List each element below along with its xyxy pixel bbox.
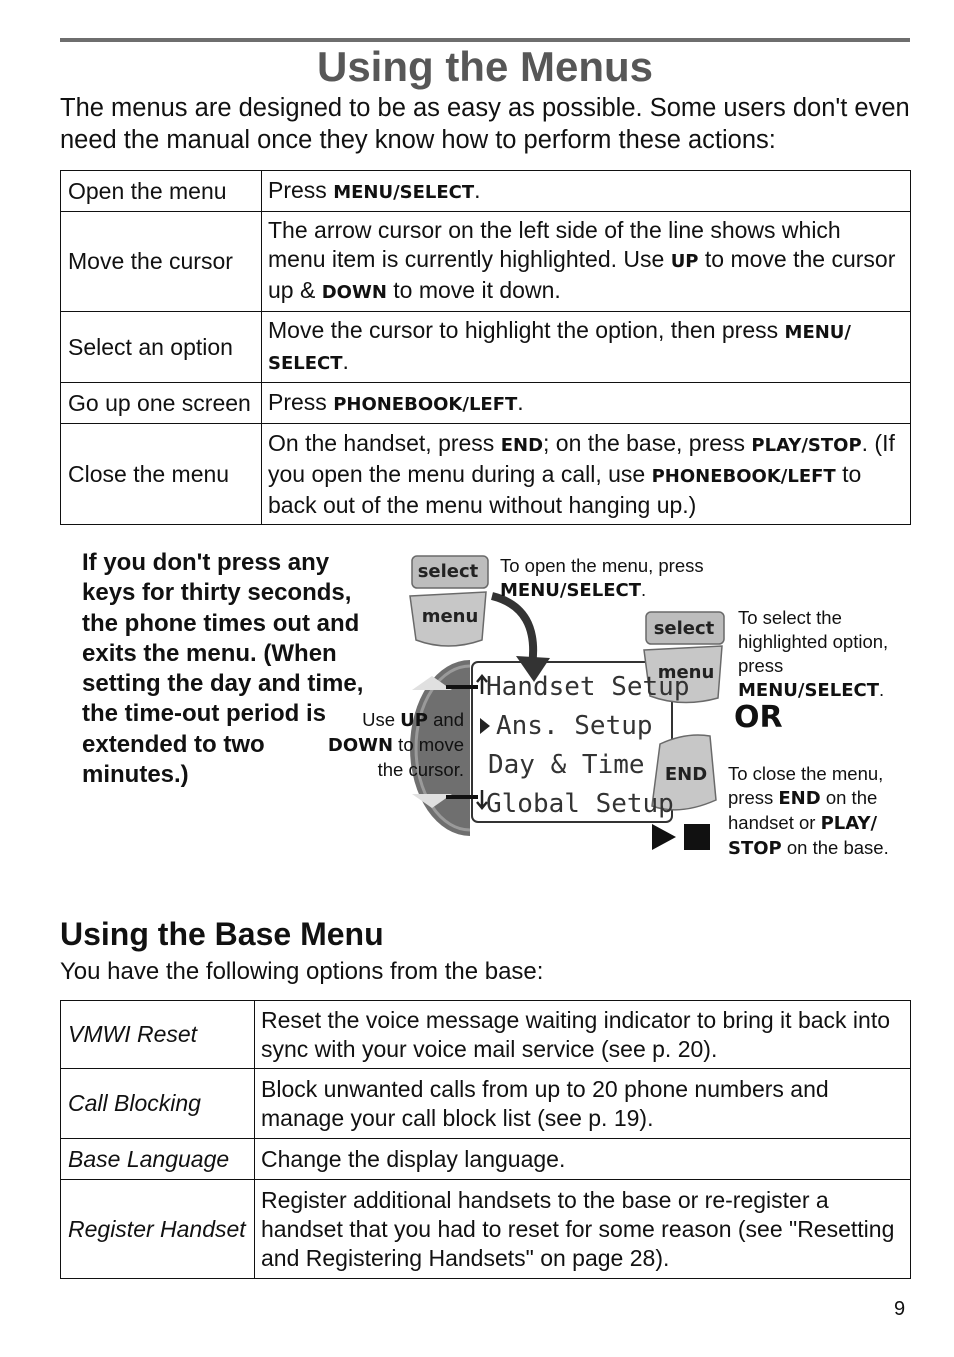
intro-paragraph: The menus are designed to be as easy as possible. Some users don't even need the manual once they know how to perform these actions: <box>60 94 910 154</box>
menu-key-top-label: menu <box>421 606 479 627</box>
option-desc: Reset the voice message waiting indicator to bring it back into sync with your voice mail service (see p. 20). <box>255 1001 911 1069</box>
lcd-line: Handset Setup <box>486 672 690 702</box>
action-name: Close the menu <box>61 424 262 525</box>
lcd-line: Global Setup <box>486 789 674 819</box>
table-row <box>61 424 911 525</box>
menu-diagram <box>320 548 920 868</box>
table-row <box>61 1001 911 1069</box>
option-name: Register Handset <box>61 1180 255 1279</box>
key-name: UP <box>670 251 699 272</box>
caption-move-cursor: Use UP and DOWN to move the cursor. <box>327 709 464 780</box>
key-name: MENU/SELECT <box>500 580 641 601</box>
option-name: VMWI Reset <box>61 1001 255 1069</box>
option-desc: Block unwanted calls from up to 20 phone numbers and manage your call block list (see p. 19). <box>255 1069 911 1139</box>
table-row <box>61 171 911 212</box>
key-name: UP <box>400 710 428 731</box>
table-row <box>61 1139 911 1180</box>
key-name: DOWN <box>321 282 387 303</box>
section-intro: You have the following options from the base: <box>60 958 544 985</box>
caption-open-menu: To open the menu, press MENU/SELECT. <box>500 555 704 601</box>
lcd-line: Day & Time <box>488 750 645 780</box>
stop-icon <box>684 824 710 850</box>
open-curve-arrow <box>492 596 533 666</box>
key-name: PHONEBOOK/LEFT <box>651 465 836 487</box>
option-name: Call Blocking <box>61 1069 255 1139</box>
end-key-label: END <box>664 764 708 785</box>
action-desc: Press PHONEBOOK/LEFT. <box>262 383 911 424</box>
play-icon <box>652 824 676 850</box>
timeout-note: If you don't press any keys for thirty seconds, the phone times out and exits the menu. (When setting the day and time, the time-out period is extended to two minutes.) <box>82 549 364 789</box>
or-label: OR <box>734 700 783 735</box>
key-name: MENU/ SELECT <box>268 322 851 374</box>
table-row <box>61 312 911 383</box>
select-key-top-label: select <box>417 561 479 582</box>
menu-actions-table <box>60 170 911 525</box>
base-options-table <box>60 1000 911 1279</box>
action-desc: Move the cursor to highlight the option, then press MENU/ SELECT. <box>262 312 911 383</box>
key-name: MENU/SELECT <box>738 680 879 701</box>
key-name: END <box>778 788 821 809</box>
action-name: Select an option <box>61 312 262 383</box>
caption-select-option: To select the highlighted option, press MENU/SELECT. <box>738 607 889 701</box>
section-title: Using the Base Menu <box>60 916 384 952</box>
action-desc: The arrow cursor on the left side of the line shows which menu item is currently highlighted. Use UP to move the cursor up & DOWN to move it down. <box>262 212 911 312</box>
page-title: Using the Menus <box>316 43 654 90</box>
page-number: 9 <box>894 1298 906 1320</box>
action-name: Open the menu <box>61 171 262 212</box>
key-name: MENU/SELECT <box>333 181 475 203</box>
action-name: Move the cursor <box>61 212 262 312</box>
key-name: DOWN <box>327 735 394 756</box>
key-name: PLAY/STOP <box>751 434 862 456</box>
option-name: Base Language <box>61 1139 255 1180</box>
key-name: END <box>500 434 544 456</box>
table-row <box>61 1069 911 1139</box>
action-desc: Press MENU/SELECT. <box>262 171 911 212</box>
table-row <box>61 383 911 424</box>
action-name: Go up one screen <box>61 383 262 424</box>
table-row <box>61 212 911 312</box>
select-key-right-label: select <box>653 618 715 639</box>
option-desc: Change the display language. <box>255 1139 911 1180</box>
table-row <box>61 1180 911 1279</box>
key-name: PLAY/ STOP <box>728 813 878 859</box>
key-name: PHONEBOOK/LEFT <box>333 393 518 415</box>
option-desc: Register additional handsets to the base or re-register a handset that you had to reset for some reason (see "Resetting and Registering Handsets" on page 28). <box>255 1180 911 1279</box>
menu-key-right-label: menu <box>657 662 715 683</box>
caption-close-menu: To close the menu, press END on the handset or PLAY/ STOP on the base. <box>728 763 889 859</box>
action-desc: On the handset, press END; on the base, press PLAY/STOP. (If you open the menu during a call, use PHONEBOOK/LEFT to back out of the menu without hanging up.) <box>262 424 911 525</box>
lcd-line: Ans. Setup <box>496 711 653 741</box>
